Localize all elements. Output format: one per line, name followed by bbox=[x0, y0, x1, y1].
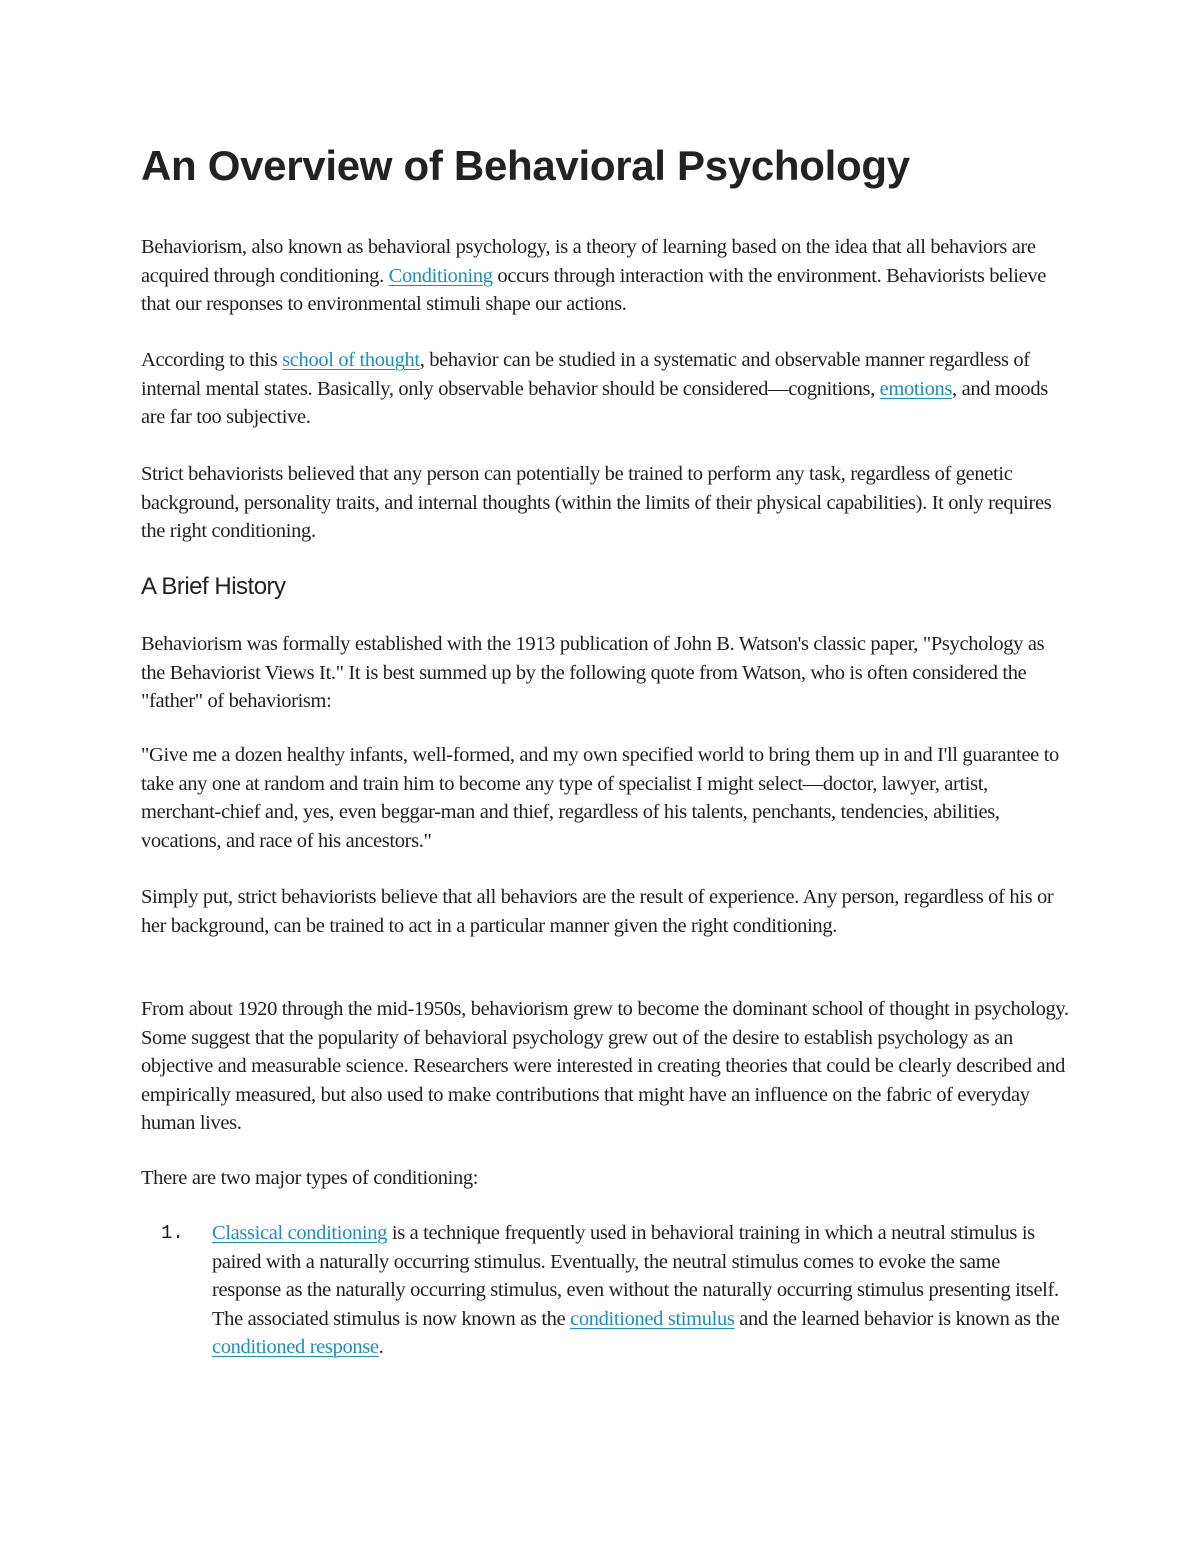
conditioning-intro bbox=[141, 1164, 1071, 1193]
text: is a technique frequently used in behavioral training in which a neutral stimulus is paired with a naturally occurring stimulus. Eventually, the neutral stimulus comes to evoke the same response as the naturally occurring stimulus, even without the naturally occurring stimulus presenting itself. The associated stimulus is now known as the bbox=[212, 1222, 1059, 1330]
text: There are two major types of conditioning: bbox=[141, 1167, 479, 1189]
text: . bbox=[378, 1336, 384, 1358]
link-school-of-thought[interactable]: school of thought bbox=[282, 349, 420, 371]
intro-paragraph-2 bbox=[141, 346, 1071, 432]
link-classical-conditioning[interactable]: Classical conditioning bbox=[212, 1222, 388, 1244]
link-emotions[interactable]: emotions bbox=[879, 377, 953, 400]
text: and the learned behavior is known as the bbox=[734, 1307, 1060, 1330]
section-heading: A Brief History bbox=[141, 573, 286, 600]
text: Behaviorism was formally established with the 1913 publication of John B. Watson's classic paper, "Psychology as the Behaviorist Views It." It is best summed up by the following quote from Watson, who is often considered the "father" of behaviorism: bbox=[141, 633, 1045, 712]
text: From about 1920 through the mid-1950s, behaviorism grew to become the dominant school of thought in psychology. Some suggest that the popularity of behavioral psychology grew out of the desire to establish psychology as an objective and measurable science. Researchers were interested in creating theories that could be clearly described and empirically measured, but also used to make contributions that might have an influence on the fabric of everyday human lives. bbox=[141, 998, 1069, 1134]
list-number: 1. bbox=[161, 1222, 184, 1244]
text: , behavior can be studied in a systematic and observable manner regardless of internal mental states. Basically, only observable behavior should be considered—cognitions, bbox=[141, 349, 1030, 400]
page-title: An Overview of Behavioral Psychology bbox=[141, 142, 910, 189]
history-paragraph-3 bbox=[141, 995, 1071, 1138]
text: According to this bbox=[141, 349, 283, 371]
history-paragraph-1 bbox=[141, 630, 1071, 716]
link-conditioning[interactable]: Conditioning bbox=[388, 264, 493, 287]
intro-paragraph-3 bbox=[141, 460, 1071, 546]
intro-paragraph-1 bbox=[141, 233, 1071, 319]
text: Strict behaviorists believed that any person can potentially be trained to perform any task, regardless of genetic background, personality traits, and internal thoughts (within the limits of their physical capabilities). It only requires the right conditioning. bbox=[141, 463, 1052, 542]
watson-quote bbox=[141, 741, 1071, 855]
link-conditioned-stimulus[interactable]: conditioned stimulus bbox=[570, 1307, 735, 1330]
text: , and moods are far too subjective. bbox=[141, 377, 1048, 428]
history-paragraph-2 bbox=[141, 883, 1071, 940]
text: occurs through interaction with the environment. Behaviorists believe that our responses to environmental stimuli shape our actions. bbox=[141, 264, 1046, 315]
text: Behaviorism, also known as behavioral psychology, is a theory of learning based on the idea that all behaviors are acquired through conditioning. bbox=[141, 236, 1036, 287]
link-conditioned-response[interactable]: conditioned response bbox=[212, 1336, 379, 1358]
text: Simply put, strict behaviorists believe that all behaviors are the result of experience. Any person, regardless of his or her background, can be trained to act in a particular manner given the right conditioning. bbox=[141, 886, 1054, 937]
text: "Give me a dozen healthy infants, well-formed, and my own specified world to bring them up in and I'll guarantee to take any one at random and train him to become any type of specialist I might select—doctor, lawyer, artist, merchant-chief and, yes, even beggar-man and thief, regardless of his talents, penchants, tendencies, abilities, vocations, and race of his ancestors." bbox=[141, 744, 1059, 852]
